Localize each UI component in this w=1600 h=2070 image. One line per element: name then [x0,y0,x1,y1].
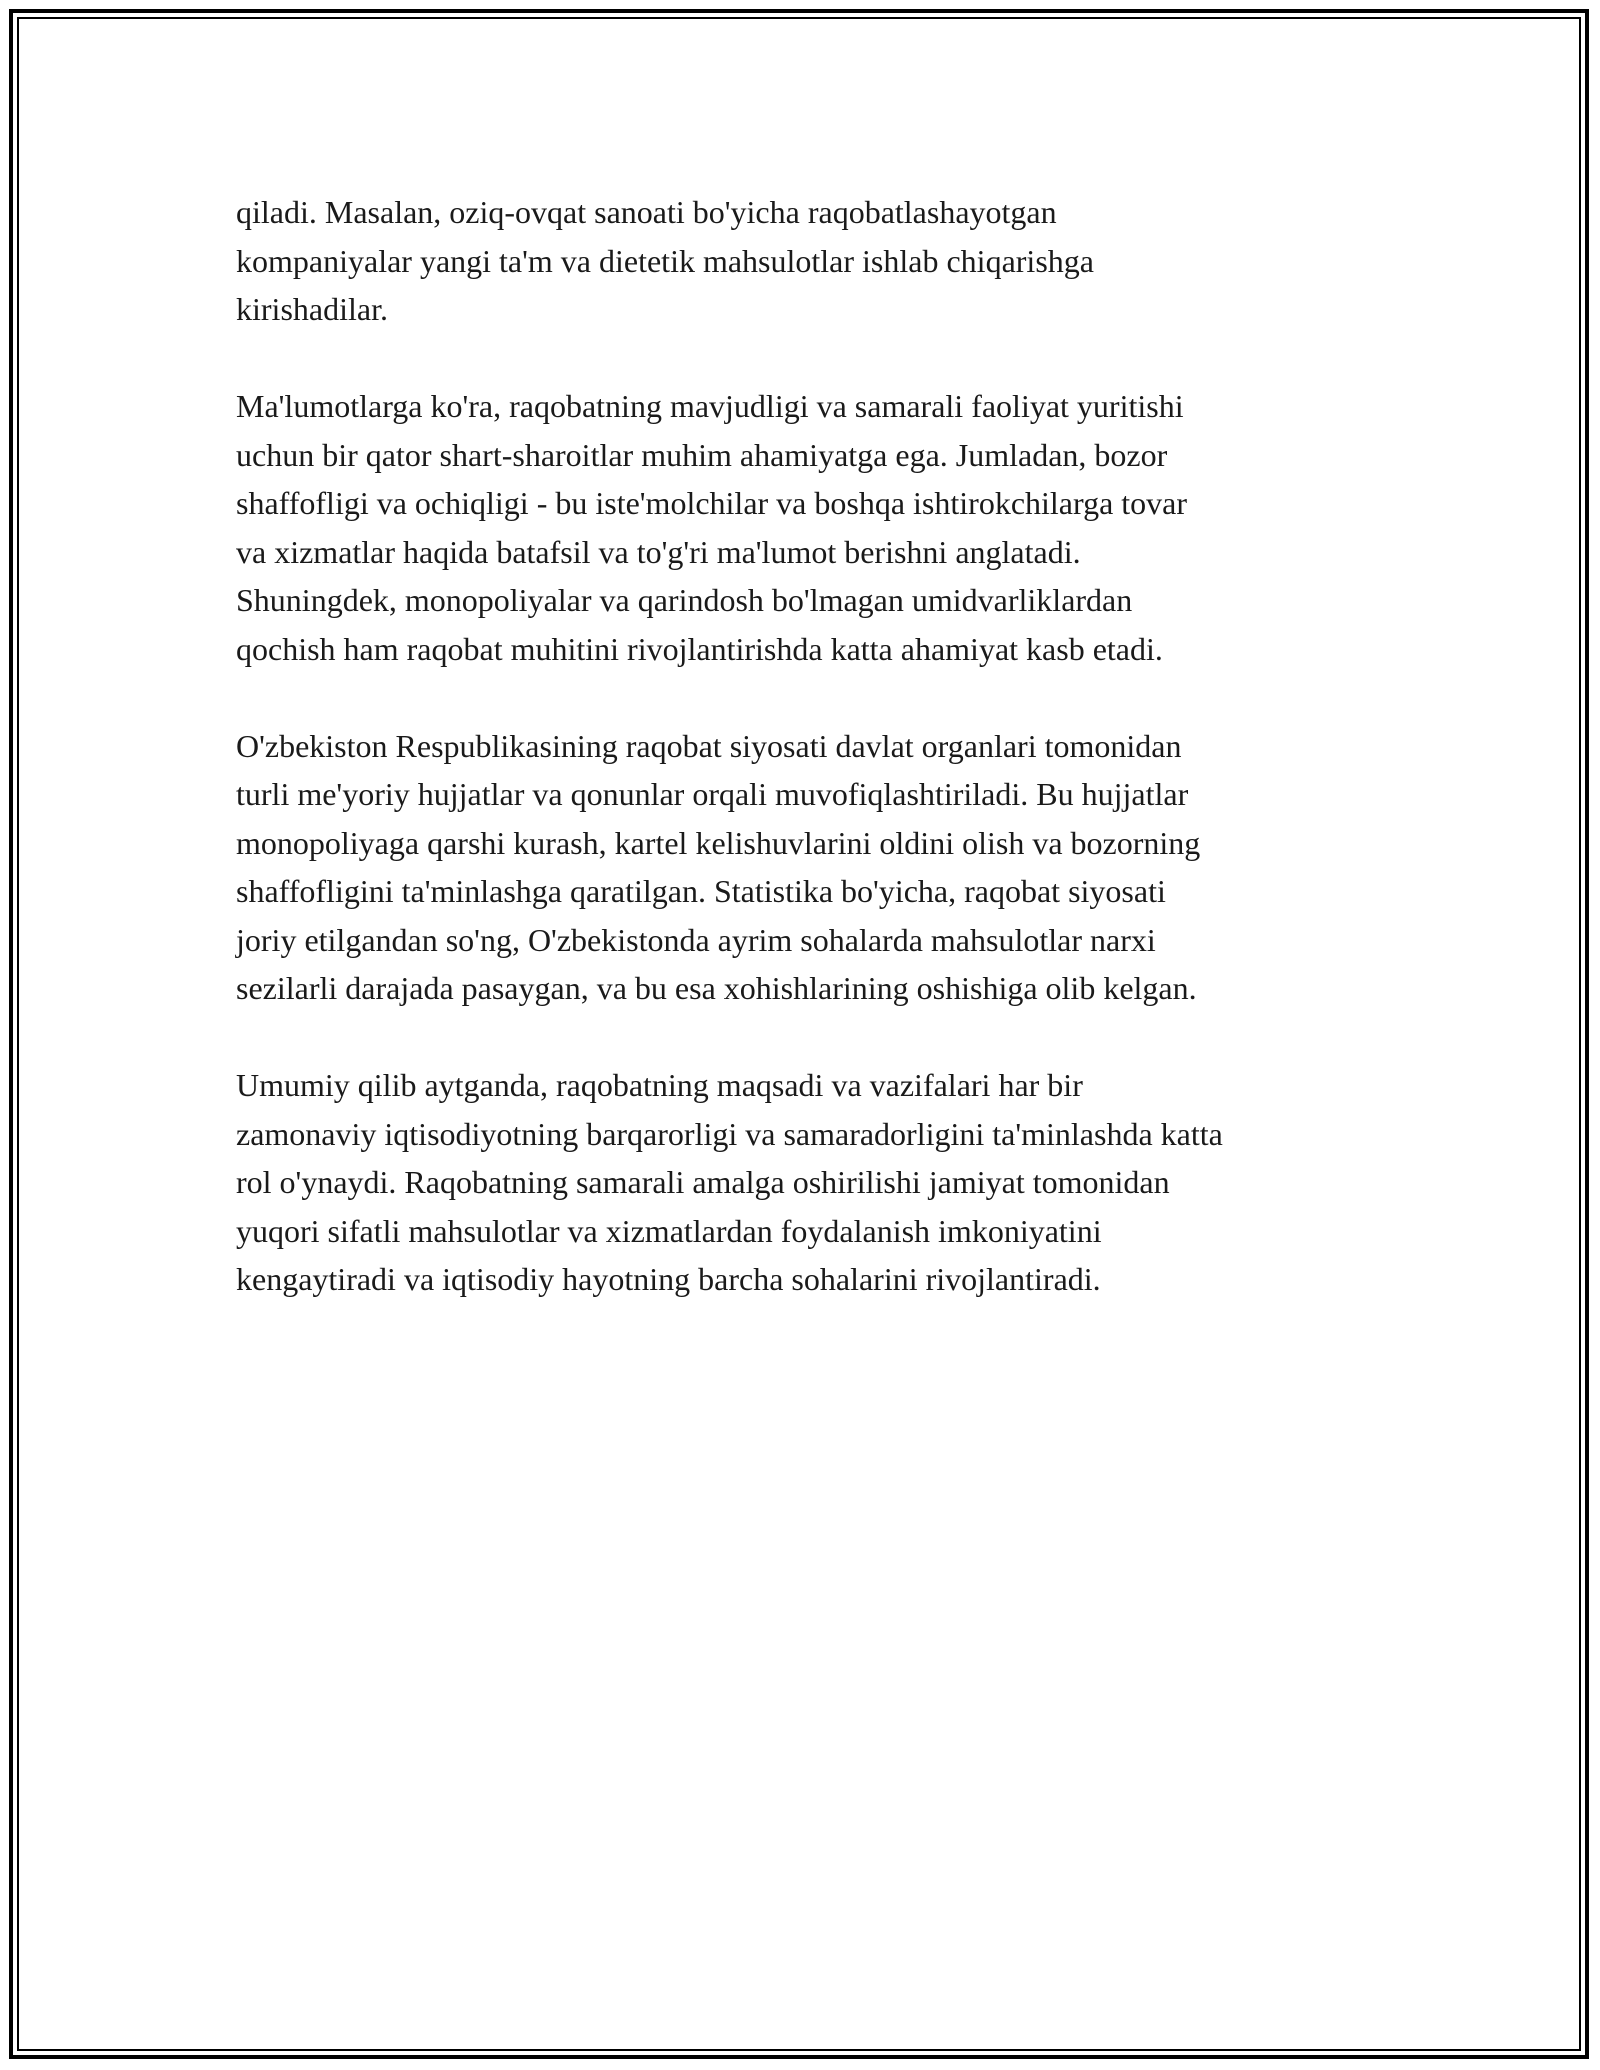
text-line: turli me'yoriy hujjatlar va qonunlar orqali muvofiqlashtiriladi. Bu hujjatlar [236,776,1189,812]
text-line: qochish ham raqobat muhitini rivojlantirishda katta ahamiyat kasb etadi. [236,630,1163,667]
text-line: kengaytiradi va iqtisodiy hayotning barcha sohalarini rivojlantiradi. [236,1261,1101,1297]
text-line: zamonaviy iqtisodiyotning barqarorligi va samaradorligini ta'minlashda katta [236,1115,1223,1152]
text-line: Umumiy qilib aytganda, raqobatning maqsadi va vazifalari har bir [236,1067,1083,1103]
paragraph-1 [236,188,1386,334]
text-line: sezilarli darajada pasaygan, va bu esa xohishlarining oshishiga olib kelgan. [236,970,1197,1006]
text-line: joriy etilgandan so'ng, O'zbekistonda ayrim sohalarda mahsulotlar narxi [236,921,1156,958]
paragraph-2 [236,382,1386,673]
text-line: O'zbekiston Respublikasining raqobat siyosati davlat organlari tomonidan [236,727,1182,764]
text-line: rol o'ynaydi. Raqobatning samarali amalga oshirilishi jamiyat tomonidan [236,1164,1170,1200]
text-line: yuqori sifatli mahsulotlar va xizmatlardan foydalanish imkoniyatini [236,1212,1102,1249]
text-line: va xizmatlar haqida batafsil va to'g'ri ma'lumot berishni anglatadi. [236,533,1081,570]
text-line: shaffofligini ta'minlashga qaratilgan. Statistika bo'yicha, raqobat siyosati [236,873,1166,909]
text-line: Ma'lumotlarga ko'ra, raqobatning mavjudligi va samarali faoliyat yuritishi [236,388,1184,424]
text-line: kompaniyalar yangi ta'm va dietetik mahsulotlar ishlab chiqarishga [236,242,1094,279]
paragraph-3 [236,722,1386,1013]
paragraph-4 [236,1061,1386,1304]
text-line: qiladi. Masalan, oziq-ovqat sanoati bo'yicha raqobatlashayotgan [236,194,1057,230]
document-body [236,188,1386,1352]
text-line: kirishadilar. [236,291,388,327]
text-line: monopoliyaga qarshi kurash, kartel kelishuvlarini oldini olish va bozorning [236,824,1201,861]
text-line: Shuningdek, monopoliyalar va qarindosh bo'lmagan umidvarliklardan [236,582,1133,618]
text-line: uchun bir qator shart-sharoitlar muhim ahamiyatga ega. Jumladan, bozor [236,436,1168,473]
text-line: shaffofligi va ochiqligi - bu iste'molchilar va boshqa ishtirokchilarga tovar [236,485,1188,521]
